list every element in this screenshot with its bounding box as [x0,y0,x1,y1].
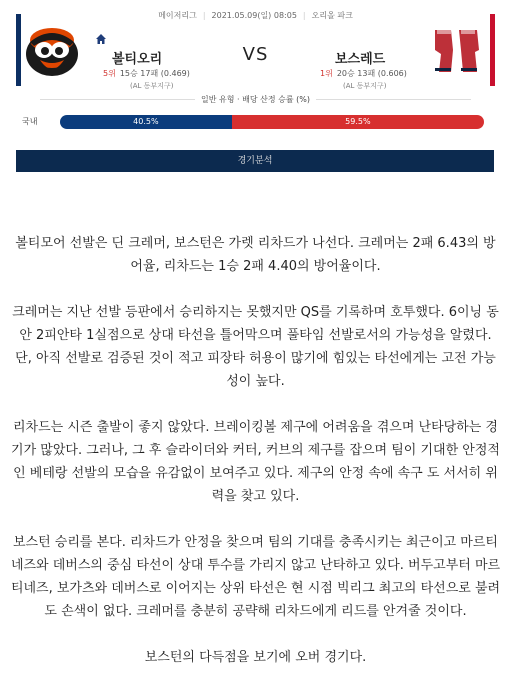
match-meta: 메이저리그 | 2021.05.09(일) 08:05 | 오리올 파크 [0,10,511,21]
analysis-paragraph: 크레머는 지난 선발 등판에서 승리하지는 못했지만 QS를 기록하며 호투했다. 6이닝 동안 2피안타 1실점으로 상대 타선을 틀어막으며 풀타임 선발로서의 가능성을 알렸다. 단, 아직 선발로 검증된 것이 적고 피장타 허용이 많기에 힘있는 타선에게는 고전 가능성이 높다. [12,305,499,389]
home-league: (AL 동부지구) [130,82,174,90]
analysis-paragraph: 리차드는 시즌 출발이 좋지 않았다. 브레이킹볼 제구에 어려움을 겪으며 난타당하는 경기가 많았다. 그러나, 그 후 슬라이더와 커터, 커브의 제구를 잡으며 팀이 기대한 안정적인 베테랑 선발의 모습을 유감없이 보여주고 있다. 제구의 안정 속에 속구 도 서서히 위력을 찾고 있다. [11,420,500,504]
analysis-paragraph: 보스턴의 다득점을 보기에 오버 경기다. [144,650,367,665]
redsox-logo-icon [427,20,487,80]
away-win-loss: 20승 13패 (0.606) [336,69,407,78]
home-team-name: 볼티오리 [112,52,163,67]
match-datetime: 2021.05.09(일) 08:05 [211,11,297,20]
section-title-bar: 경기분석 [16,150,494,172]
home-win-loss: 15승 17패 (0.469) [119,69,190,78]
away-record [320,68,407,79]
home-record [103,68,190,79]
away-league: (AL 동부지구) [343,82,387,90]
probability-bar [60,115,484,129]
home-rank: 5위 [103,69,116,78]
stadium-name: 오리올 파크 [311,11,353,20]
probability-subtitle: 일반 유형 · 배당 산정 승률 (%) [0,94,511,105]
probability-row [16,112,494,132]
league-name: 메이저리그 [158,11,197,20]
vs-label: VS [242,44,269,65]
home-probability: 40.5% [60,115,232,129]
analysis-paragraph: 볼티모어 선발은 딘 크레머, 보스턴은 가렛 리차드가 나선다. 크레머는 2패 6.43의 방어율, 리차드는 1승 2패 4.40의 방어율이다. [15,236,496,274]
analysis-paragraph: 보스턴 승리를 본다. 리차드가 안정을 찾으며 팀의 기대를 충족시키는 최근이고 마르티네즈와 데버스의 중심 타선이 상대 투수를 가리지 않고 난타하고 있다. 버두고부터 마르티네즈, 보가츠와 데버스로 이어지는 상위 타선은 현 시점 빅리그 최고의 타선으로 불려도 손색이 없다. 크레머를 충분히 공략해 리차드에게 리드를 안겨줄 것이다. [10,535,501,619]
away-team-name: 보스레드 [335,52,386,67]
match-header [0,0,511,140]
probability-label: 국내 [22,117,38,126]
away-probability: 59.5% [232,115,484,129]
away-rank: 1위 [320,69,333,78]
analysis-content [10,232,501,687]
